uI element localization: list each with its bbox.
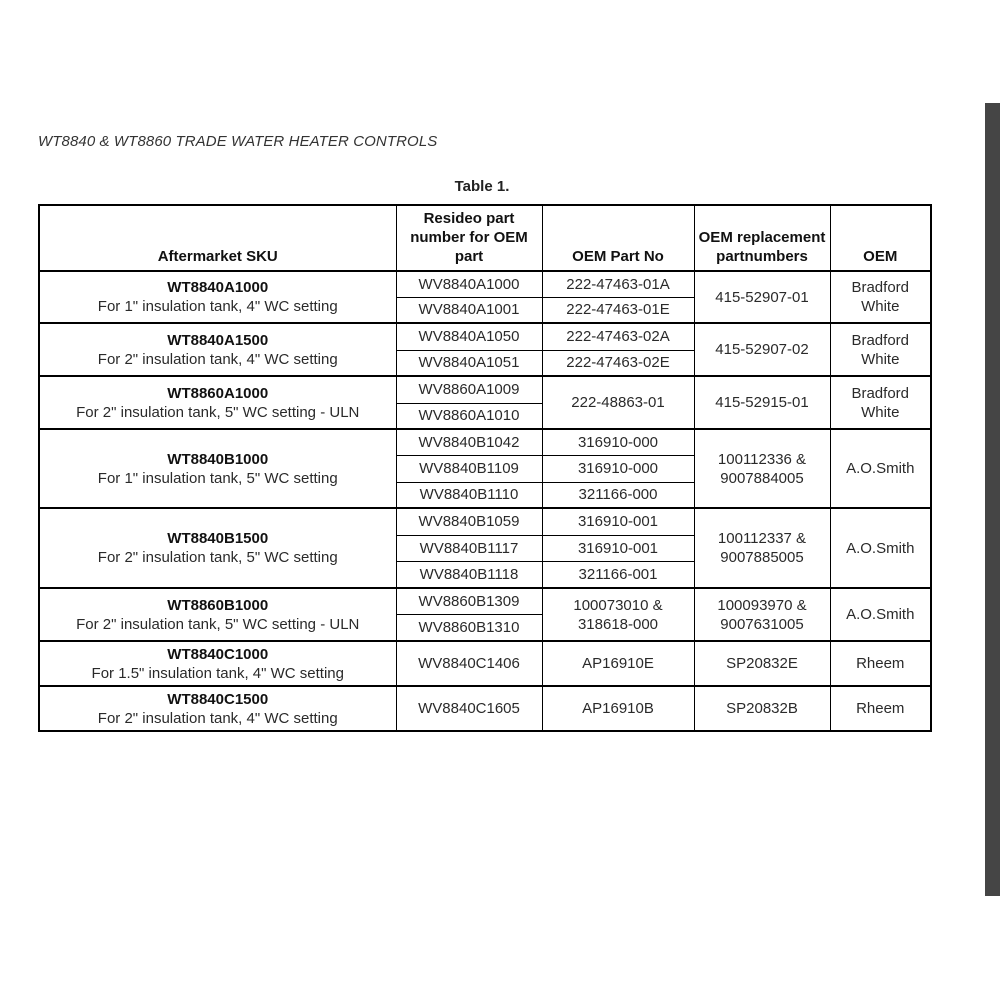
- cell-resideo-part: WV8840B1059: [396, 508, 542, 535]
- cell-oem-part-no: AP16910B: [542, 686, 694, 731]
- table-row: [39, 271, 931, 297]
- cell-oem-part-no: 222-47463-01A: [542, 271, 694, 297]
- cell-resideo-part: WV8840A1050: [396, 323, 542, 350]
- cell-resideo-part: WV8840B1109: [396, 455, 542, 482]
- cell-resideo-part: WV8860A1010: [396, 403, 542, 429]
- cell-aftermarket-sku: [39, 376, 396, 429]
- table-row-group: [39, 641, 931, 686]
- table-row: [39, 429, 931, 455]
- cell-resideo-part: WV8860A1009: [396, 376, 542, 403]
- cell-oem: Bradford White: [830, 323, 931, 376]
- sku-description: For 2" insulation tank, 5" WC setting - ULN: [76, 615, 360, 633]
- cell-resideo-part: WV8840B1117: [396, 535, 542, 561]
- cell-aftermarket-sku: [39, 686, 396, 731]
- sku-description: For 2" insulation tank, 5" WC setting: [97, 549, 338, 566]
- cell-resideo-part: WV8840A1000: [396, 271, 542, 297]
- cell-oem-part-no: 222-47463-02E: [542, 350, 694, 376]
- cell-oem-replacement: 100112337 & 9007885005: [694, 508, 830, 588]
- sku-name: WT8840B1000: [167, 450, 269, 468]
- table-row-group: [39, 508, 931, 588]
- cell-resideo-part: WV8840B1110: [396, 482, 542, 508]
- cell-resideo-part: WV8840A1001: [396, 297, 542, 323]
- header-oem: OEM: [830, 205, 931, 271]
- cell-oem-part-no: 321166-001: [542, 561, 694, 588]
- cell-aftermarket-sku: [39, 508, 396, 588]
- cell-oem: A.O.Smith: [830, 429, 931, 508]
- cell-oem-part-no: 222-48863-01: [542, 376, 694, 429]
- sku-description: For 1" insulation tank, 5" WC setting: [97, 469, 338, 487]
- cell-oem-replacement: 100093970 & 9007631005: [694, 588, 830, 641]
- cell-oem-part-no: 222-47463-02A: [542, 323, 694, 350]
- cell-oem-replacement: SP20832B: [694, 686, 830, 731]
- table-row: [39, 686, 931, 731]
- header-aftermarket-sku: Aftermarket SKU: [39, 205, 396, 271]
- sku-description: For 1" insulation tank, 4" WC setting: [97, 298, 338, 315]
- cell-aftermarket-sku: [39, 429, 396, 508]
- table-row-group: [39, 429, 931, 508]
- table-row-group: [39, 376, 931, 429]
- cell-resideo-part: WV8840C1406: [396, 641, 542, 686]
- table-row-group: [39, 271, 931, 323]
- parts-table: [38, 204, 932, 732]
- cell-oem: Bradford White: [830, 376, 931, 429]
- table-caption: Table 1.: [454, 178, 510, 195]
- cell-oem-part-no: 100073010 & 318618-000: [542, 588, 694, 641]
- cell-oem: Bradford White: [830, 271, 931, 323]
- cell-aftermarket-sku: [39, 641, 396, 686]
- cell-oem-replacement: 100112336 & 9007884005: [694, 429, 830, 508]
- cell-resideo-part: WV8840A1051: [396, 350, 542, 376]
- cell-oem-replacement: 415-52907-01: [694, 271, 830, 323]
- cell-oem: Rheem: [830, 686, 931, 731]
- cell-resideo-part: WV8840B1042: [396, 429, 542, 455]
- table-row: [39, 323, 931, 350]
- table-header-row: [39, 205, 931, 271]
- table-row-group: [39, 686, 931, 731]
- cell-resideo-part: WV8840B1118: [396, 561, 542, 588]
- cell-aftermarket-sku: [39, 323, 396, 376]
- cell-oem: A.O.Smith: [830, 588, 931, 641]
- cell-oem: A.O.Smith: [830, 508, 931, 588]
- table-row: [39, 641, 931, 686]
- cell-aftermarket-sku: [39, 271, 396, 323]
- cell-oem-replacement: 415-52915-01: [694, 376, 830, 429]
- cell-oem-replacement: SP20832E: [694, 641, 830, 686]
- sku-description: For 1.5" insulation tank, 4" WC setting: [91, 664, 344, 682]
- cell-oem-part-no: 316910-000: [542, 429, 694, 455]
- cell-aftermarket-sku: [39, 588, 396, 641]
- table-row-group: [39, 323, 931, 376]
- cell-resideo-part: WV8840C1605: [396, 686, 542, 731]
- header-oem-part-no: OEM Part No: [542, 205, 694, 271]
- cell-resideo-part: WV8860B1309: [396, 588, 542, 614]
- table-row: [39, 376, 931, 403]
- table-row: [39, 588, 931, 614]
- document-title: WT8840 & WT8860 TRADE WATER HEATER CONTROLS: [38, 133, 438, 150]
- sku-name: WT8840B1500: [167, 530, 269, 547]
- table-row: [39, 508, 931, 535]
- sku-description: For 2" insulation tank, 4" WC setting: [97, 350, 338, 368]
- header-oem-replacement: OEM replacement partnumbers: [694, 205, 830, 271]
- sku-description: For 2" insulation tank, 4" WC setting: [97, 709, 338, 727]
- cell-oem: Rheem: [830, 641, 931, 686]
- cell-oem-part-no: 316910-001: [542, 535, 694, 561]
- sku-description: For 2" insulation tank, 5" WC setting - ULN: [76, 403, 360, 421]
- cell-oem-part-no: 316910-001: [542, 508, 694, 535]
- sku-name: WT8840A1500: [167, 331, 269, 349]
- cell-oem-replacement: 415-52907-02: [694, 323, 830, 376]
- page-scrollbar[interactable]: [985, 103, 1000, 896]
- header-resideo-part: Resideo part number for OEM part: [396, 205, 542, 271]
- sku-name: WT8840C1000: [167, 645, 269, 663]
- sku-name: WT8840C1500: [167, 690, 269, 708]
- table-row-group: [39, 588, 931, 641]
- sku-name: WT8840A1000: [167, 279, 269, 296]
- cell-oem-part-no: AP16910E: [542, 641, 694, 686]
- cell-oem-part-no: 316910-000: [542, 455, 694, 482]
- sku-name: WT8860A1000: [167, 384, 269, 402]
- sku-name: WT8860B1000: [167, 596, 269, 614]
- cell-resideo-part: WV8860B1310: [396, 614, 542, 641]
- cell-oem-part-no: 321166-000: [542, 482, 694, 508]
- cell-oem-part-no: 222-47463-01E: [542, 297, 694, 323]
